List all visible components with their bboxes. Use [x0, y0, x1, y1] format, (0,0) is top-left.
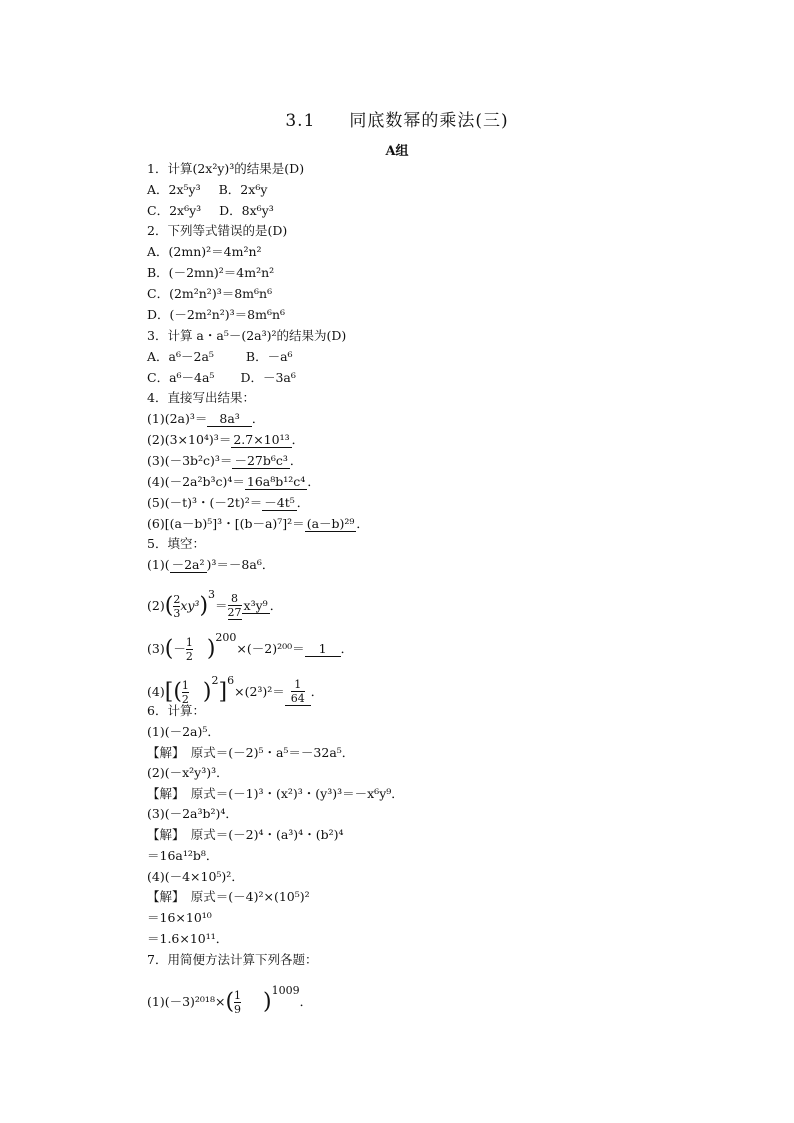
- q5-item-4-middle: ×(2³)²＝: [234, 684, 285, 699]
- q7-problem-1-prefix: (1)(－3)²⁰¹⁸×: [147, 994, 226, 1009]
- q6-solution-4-line-2: ＝16×10¹⁰: [147, 910, 212, 925]
- q5-item-2-numerator: 2: [173, 592, 181, 606]
- q2-option-b: B．(－2mn)²＝4m²n²: [147, 265, 275, 280]
- q5-item-1-rest: ³＝－8a⁶．: [211, 557, 275, 572]
- q5-item-2: (2)( $\frac{2}{3}$ xy³)3＝ $\frac{8}{27}$ x³y⁹ ．: [147, 588, 283, 620]
- q4-item-4-answer: 16a⁸b¹²c⁴: [246, 474, 306, 489]
- q7-problem-1-exponent: 1009: [271, 984, 300, 997]
- q1-option-c: C．2x⁶y³: [147, 203, 202, 218]
- q4-item-6-end: ．: [356, 516, 369, 531]
- section-title: 同底数幂的乘法(三): [349, 111, 509, 131]
- q4-item-6: [147, 515, 369, 533]
- q6-problem-4: (4)(－4×10⁵)²．: [147, 869, 244, 884]
- q2-stem: 2．下列等式错误的是(D): [147, 223, 288, 238]
- q7-stem: 7．用简便方法计算下列各题：: [147, 952, 318, 967]
- q4-item-2-question: (2)(3×10⁴)³＝: [147, 432, 232, 447]
- q4-item-3-question: (3)(－3b²c)³＝: [147, 453, 233, 468]
- q1-options-ab: [147, 181, 267, 199]
- q6-stem: 6．计算：: [147, 703, 205, 718]
- q4-item-5-end: ．: [296, 495, 310, 510]
- q4-item-6-answer: (a－b)²⁹: [306, 516, 355, 531]
- q5-item-2-answer: [228, 593, 242, 620]
- q4-item-2: [147, 431, 304, 449]
- q6-solution-4-line-1: 【解】 原式＝(－4)²×(10⁵)²: [147, 889, 310, 904]
- q5-item-4-answer: [285, 679, 311, 706]
- q6-problem-3: (3)(－2a³b²)⁴．: [147, 806, 238, 821]
- q5-item-4-answer-numerator: 1: [294, 678, 302, 691]
- q5-item-4-prefix: (4): [147, 684, 165, 699]
- q3-option-c: C．a⁶－4a⁵: [147, 370, 215, 385]
- q5-item-3-prefix: (3): [147, 641, 165, 656]
- q2-option-a: A．(2mn)²＝4m²n²: [147, 244, 262, 259]
- q4-item-4-question: (4)(－2a²b³c)⁴＝: [147, 474, 245, 489]
- q5-item-3-fraction: [186, 637, 193, 663]
- q5-stem: 5．填空：: [147, 536, 205, 551]
- q5-item-2-answer-numerator: 8: [231, 592, 239, 605]
- q4-item-4: [147, 473, 320, 491]
- q5-item-2-equals: ＝: [215, 598, 228, 613]
- q1-option-d: D．8x⁶y³: [219, 203, 274, 218]
- q3-options-cd: [147, 369, 296, 387]
- q6-problem-1: (1)(－2a)⁵．: [147, 724, 220, 739]
- q4-item-3: [147, 452, 302, 470]
- q5-item-1-prefix: (1): [147, 557, 165, 572]
- q3-option-b: B．－a⁶: [245, 349, 293, 364]
- q5-item-3-exponent: 200: [215, 631, 237, 644]
- q5-item-2-body: xy³: [180, 598, 200, 613]
- q5-item-3-answer: 1: [305, 641, 341, 657]
- q5-item-4-answer-denominator: 64: [290, 692, 305, 705]
- q4-item-3-answer: －27b⁶c³: [234, 453, 288, 468]
- q5-item-2-exponent: 3: [208, 588, 216, 601]
- q5-item-3-end: ．: [340, 641, 354, 656]
- q3-options-ab: [147, 348, 293, 366]
- q5-item-3: (3)(－ $\frac{1}{2}$ )200×(－2)²⁰⁰＝ 1 ．: [147, 631, 354, 663]
- group-label: A组: [385, 144, 409, 159]
- q6-solution-4-line-3: ＝1.6×10¹¹．: [147, 931, 229, 946]
- q4-item-1-question: (1)(2a)³＝: [147, 411, 208, 426]
- q4-item-6-question: (6)[(a－b)⁵]³・[(b－a)⁷]²＝: [147, 516, 305, 531]
- q4-item-2-answer: 2.7×10¹³: [233, 432, 290, 447]
- q6-solution-2: 【解】 原式＝(－1)³・(x²)³・(y³)³＝－x⁶y⁹．: [147, 786, 404, 801]
- q4-item-2-end: ．: [291, 432, 305, 447]
- page-title: [0, 106, 794, 131]
- q5-item-4-denominator: 2: [181, 692, 189, 706]
- q4-item-5: [147, 494, 309, 512]
- q2-option-d: D．(－2m²n²)³＝8m⁶n⁶: [147, 307, 286, 322]
- q5-item-2-denominator: 3: [173, 606, 181, 620]
- q1-option-a: A．2x⁵y³: [147, 182, 201, 197]
- q1-stem: 1．计算(2x²y)³的结果是(D): [147, 161, 305, 176]
- q5-item-2-end: ．: [269, 598, 283, 613]
- q5-item-2-answer-denominator: 27: [227, 606, 242, 619]
- q4-item-4-end: ．: [307, 474, 320, 489]
- q1-option-b: B．2x⁶y: [218, 182, 268, 197]
- q4-item-5-question: (5)(－t)³・(－2t)²＝: [147, 495, 263, 510]
- q2-option-c: C．(2m²n²)³＝8m⁶n⁶: [147, 286, 273, 301]
- q5-item-2-prefix: (2): [147, 598, 165, 613]
- q3-stem: 3．计算 a・a⁵－(2a³)²的结果为(D): [147, 328, 347, 343]
- q4-item-1-end: ．: [251, 411, 265, 426]
- q5-item-1: (1)( －2a² )³＝－8a⁶．: [147, 557, 275, 572]
- q4-item-5-answer: －4t⁵: [264, 495, 295, 510]
- q5-item-2-answer-tail: x³y⁹: [243, 598, 268, 613]
- q4-item-1: [147, 410, 264, 428]
- q3-option-d: D．－3a⁶: [240, 370, 296, 385]
- q5-item-4-outer-exponent: 6: [227, 674, 235, 687]
- q4-item-1-answer: 8a³: [207, 411, 251, 427]
- q7-problem-1-numerator: 1: [234, 988, 242, 1002]
- q4-stem: 4．直接写出结果：: [147, 390, 255, 405]
- q1-options-cd: [147, 202, 274, 220]
- q7-problem-1: (1)(－3)²⁰¹⁸×( $\frac{1}{9}$ )1009．: [147, 984, 313, 1016]
- q7-problem-1-fraction: [234, 990, 241, 1016]
- q6-solution-3-line-2: ＝16a¹²b⁸．: [147, 848, 219, 863]
- q5-item-4-inner-exponent: 2: [211, 674, 219, 687]
- q7-problem-1-denominator: 9: [234, 1002, 242, 1016]
- q5-item-4-numerator: 1: [181, 678, 189, 692]
- q5-item-1-answer: －2a²: [171, 557, 205, 572]
- section-number: 3.1: [285, 111, 316, 131]
- q5-item-4-end: ．: [310, 684, 324, 699]
- q5-item-3-numerator: 1: [185, 635, 193, 649]
- q5-item-4: (4)[( $\frac{1}{2}$ )2]6×(2³)²＝ $\frac{1}{64}$ ．: [147, 674, 324, 706]
- q6-solution-1: 【解】 原式＝(－2)⁵・a⁵＝－32a⁵．: [147, 745, 355, 760]
- q3-option-a: A．a⁶－2a⁵: [147, 349, 214, 364]
- q6-problem-2: (2)(－x²y³)³．: [147, 765, 229, 780]
- q6-solution-3-line-1: 【解】 原式＝(－2)⁴・(a³)⁴・(b²)⁴: [147, 827, 344, 842]
- q7-problem-1-end: ．: [299, 994, 313, 1009]
- q5-item-3-denominator: 2: [185, 649, 193, 663]
- q4-item-3-end: ．: [289, 453, 303, 468]
- q5-item-3-middle: ×(－2)²⁰⁰＝: [236, 641, 305, 656]
